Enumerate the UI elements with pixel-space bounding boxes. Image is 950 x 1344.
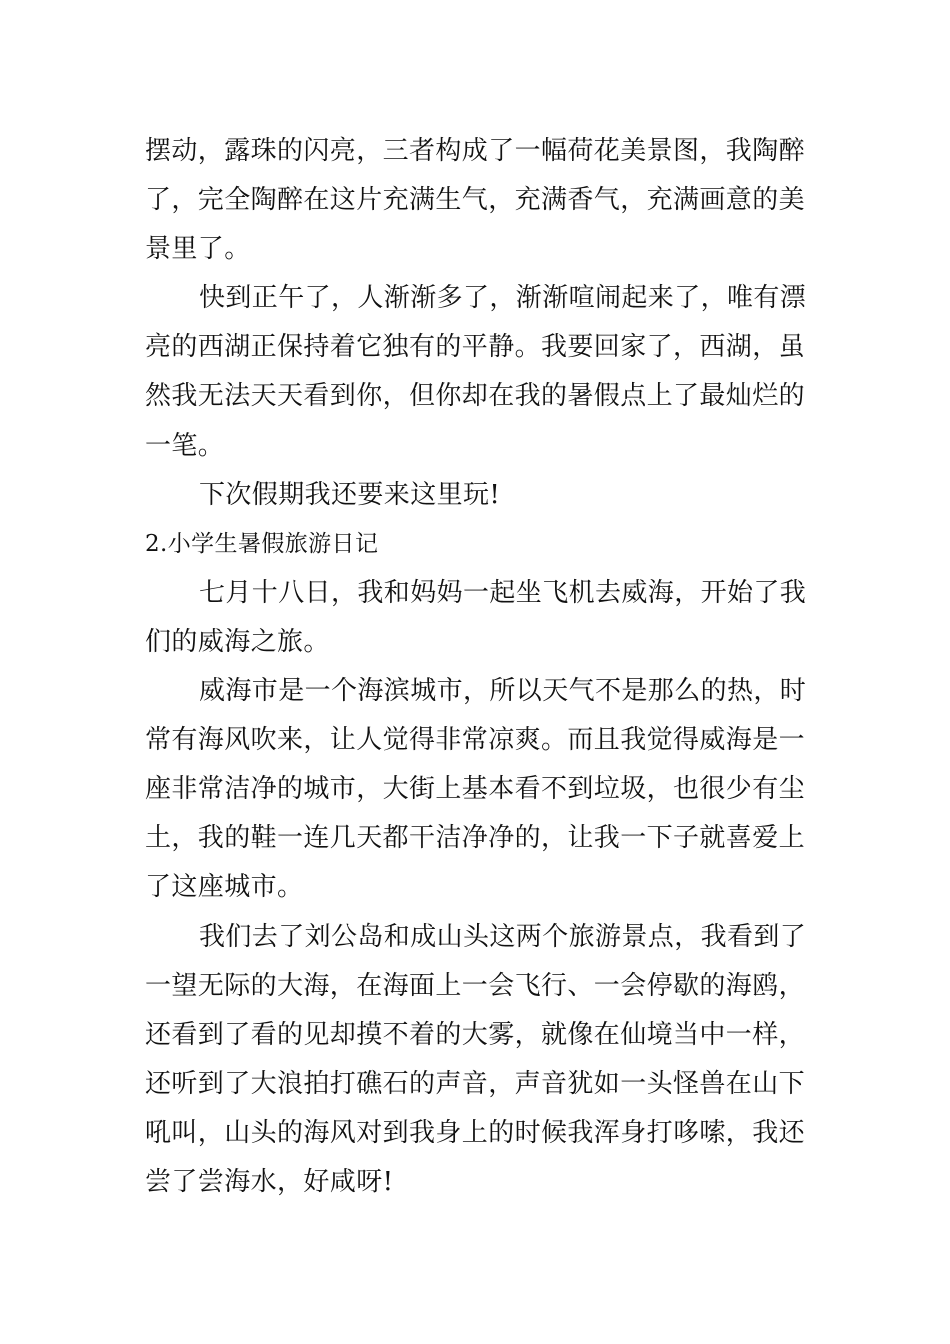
paragraph-next-holiday	[145, 471, 810, 520]
text-line: 尝了尝海水，好咸呀!	[145, 1166, 394, 1197]
text-line: 还听到了大浪拍打礁石的声音，声音犹如一头怪兽在山下	[145, 1068, 806, 1099]
text-line: 摆动，露珠的闪亮，三者构成了一幅荷花美景图，我陶醉	[145, 136, 806, 166]
section-heading	[145, 520, 810, 569]
text-line: 一望无际的大海，在海面上一会飞行、一会停歇的海鸥，	[145, 970, 806, 1001]
paragraph-weihai-start	[145, 569, 810, 667]
text-line: 土，我的鞋一连几天都干洁净净的，让我一下子就喜爱上	[145, 823, 806, 854]
paragraph-west-lake-noon	[145, 274, 810, 470]
text-line: 了这座城市。	[145, 872, 304, 903]
text-line: 下次假期我还要来这里玩!	[199, 479, 501, 510]
text-line: 景里了。	[145, 234, 251, 265]
section-title: 2.小学生暑假旅游日记	[145, 530, 379, 557]
text-line: 快到正午了，人渐渐多了，渐渐喧闹起来了，唯有漂	[199, 283, 807, 314]
text-line: 一笔。	[145, 430, 225, 461]
paragraph-scenic-spots	[145, 913, 810, 1208]
text-line: 了，完全陶醉在这片充满生气，充满香气，充满画意的美	[145, 185, 806, 216]
paragraph-continuation	[145, 127, 810, 274]
document-body	[145, 127, 810, 1207]
text-line: 然我无法天天看到你，但你却在我的暑假点上了最灿烂的	[145, 381, 806, 412]
text-line: 还看到了看的见却摸不着的大雾，就像在仙境当中一样，	[145, 1019, 806, 1050]
text-line: 威海市是一个海滨城市，所以天气不是那么的热，时	[199, 676, 807, 707]
text-line: 们的威海之旅。	[145, 626, 330, 657]
text-line: 亮的西湖正保持着它独有的平静。我要回家了，西湖，虽	[145, 332, 806, 363]
text-line: 座非常洁净的城市，大街上基本看不到垃圾，也很少有尘	[145, 774, 806, 805]
text-line: 吼叫，山头的海风对到我身上的时候我浑身打哆嗦，我还	[145, 1117, 806, 1148]
text-line: 我们去了刘公岛和成山头这两个旅游景点，我看到了	[199, 921, 807, 952]
paragraph-weihai-city	[145, 667, 810, 912]
text-line: 七月十八日，我和妈妈一起坐飞机去威海，开始了我	[199, 577, 807, 608]
text-line: 常有海风吹来，让人觉得非常凉爽。而且我觉得威海是一	[145, 725, 806, 756]
